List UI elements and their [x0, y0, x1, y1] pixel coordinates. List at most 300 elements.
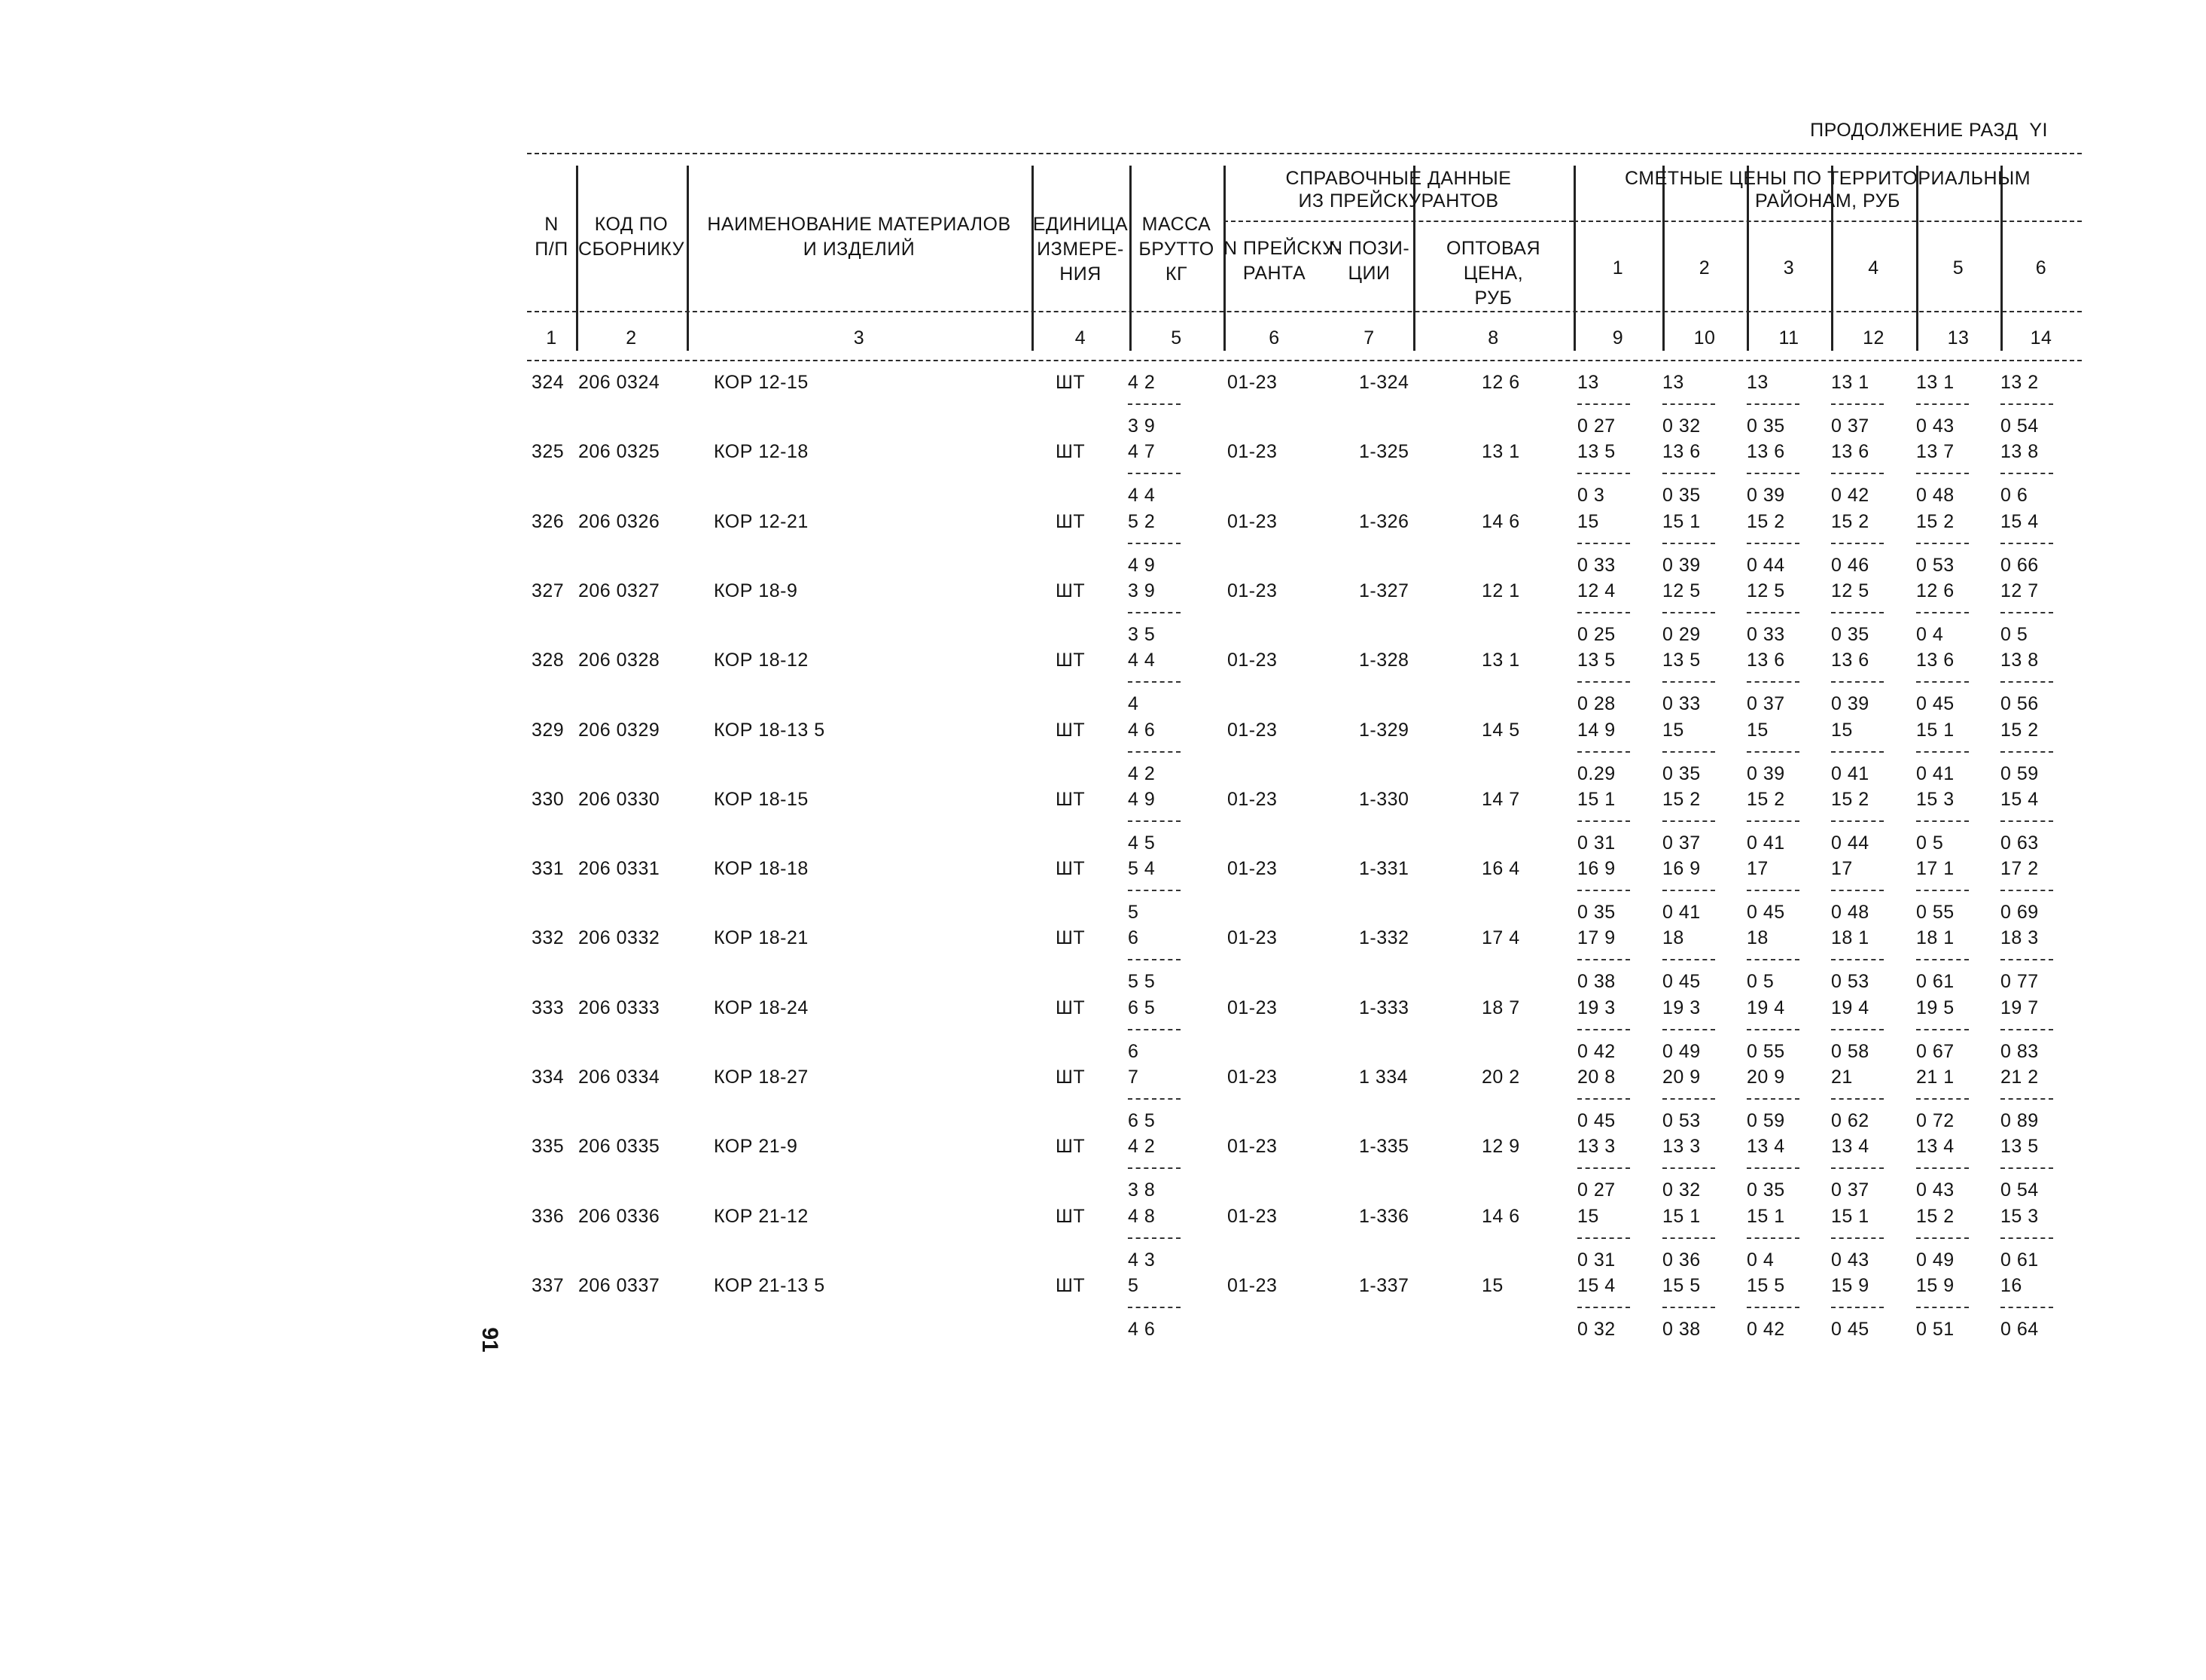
row-name: КОР 21-13 5 [714, 1274, 825, 1296]
fraction-line [2000, 543, 2053, 544]
header-c3: И ИЗДЕЛИЙ [803, 239, 916, 260]
row-region-cost: 0 39 [1831, 693, 1869, 715]
fraction-line [1128, 403, 1181, 405]
row-position: 1-332 [1359, 927, 1409, 949]
row-region-cost: 0 27 [1577, 415, 1616, 437]
row-number: 336 [532, 1205, 565, 1227]
row-pricelist: 01-23 [1227, 788, 1278, 810]
row-region-cost: 0 49 [1916, 1249, 1955, 1271]
row-unit: ШТ [1056, 788, 1086, 810]
header-region: 2 [1699, 257, 1711, 278]
row-unit: ШТ [1056, 719, 1086, 741]
header-c4: НИЯ [1059, 263, 1101, 285]
row-region-cost: 0 63 [2000, 832, 2039, 854]
row-region-price: 13 6 [1747, 650, 1785, 671]
row-region-cost: 0 37 [1831, 1179, 1869, 1201]
fraction-line [1747, 890, 1799, 891]
row-region-cost: 0 45 [1916, 693, 1955, 715]
row-region-cost: 0 53 [1916, 554, 1955, 576]
fraction-line [1747, 820, 1799, 822]
row-region-price: 17 9 [1577, 927, 1616, 949]
fraction-line [2000, 1098, 2053, 1100]
row-region-price: 13 8 [2000, 650, 2039, 671]
row-number: 335 [532, 1136, 565, 1158]
row-mass-lower: 3 5 [1128, 623, 1156, 645]
column-number: 1 [546, 327, 557, 348]
fraction-line [1831, 1237, 1884, 1239]
row-region-cost: 0 61 [1916, 971, 1955, 993]
row-region-price: 18 3 [2000, 927, 2039, 949]
row-region-cost: 0 51 [1916, 1318, 1955, 1340]
fraction-line [1747, 1098, 1799, 1100]
row-code: 206 0328 [578, 650, 660, 671]
fraction-line [2000, 681, 2053, 683]
row-wholesale-price: 14 7 [1482, 788, 1520, 810]
header-c5: КГ [1165, 263, 1188, 285]
row-region-cost: 0 37 [1747, 693, 1785, 715]
row-region-cost: 0 43 [1831, 1249, 1869, 1271]
row-region-cost: 0 53 [1831, 971, 1869, 993]
fraction-line [1747, 612, 1799, 613]
row-mass-lower: 6 5 [1128, 1110, 1156, 1131]
row-region-cost: 0 27 [1577, 1179, 1616, 1201]
row-region-cost: 0 42 [1577, 1040, 1616, 1062]
fraction-line [1662, 1167, 1715, 1169]
row-unit: ШТ [1056, 441, 1086, 463]
fraction-line [1577, 1307, 1630, 1308]
row-pricelist: 01-23 [1227, 1136, 1278, 1158]
row-name: КОР 12-21 [714, 510, 809, 532]
fraction-line [2000, 1237, 2053, 1239]
row-pricelist: 01-23 [1227, 510, 1278, 532]
header-c8: ОПТОВАЯ [1446, 238, 1541, 259]
column-number: 7 [1364, 327, 1375, 348]
fraction-line [1128, 959, 1181, 960]
row-number: 331 [532, 858, 565, 880]
fraction-line [1662, 1098, 1715, 1100]
row-region-cost: 0 44 [1831, 832, 1869, 854]
column-number: 13 [1947, 327, 1970, 348]
row-region-cost: 0 6 [2000, 485, 2028, 507]
row-region-price: 16 9 [1577, 858, 1616, 880]
row-code: 206 0327 [578, 580, 660, 601]
row-region-price: 13 5 [1577, 441, 1616, 463]
header-c7: N ПОЗИ- [1328, 238, 1410, 259]
row-region-cost: 0 31 [1577, 832, 1616, 854]
row-region-cost: 0 49 [1662, 1040, 1701, 1062]
row-region-cost: 0 72 [1916, 1110, 1955, 1131]
row-region-cost: 0 35 [1831, 623, 1869, 645]
fraction-line [1577, 1029, 1630, 1030]
row-region-cost: 0 33 [1577, 554, 1616, 576]
table-top-rule [527, 153, 2082, 154]
row-region-price: 20 8 [1577, 1067, 1616, 1088]
row-pricelist: 01-23 [1227, 441, 1278, 463]
row-region-price: 15 [1577, 1205, 1599, 1227]
row-region-cost: 0 67 [1916, 1040, 1955, 1062]
row-region-cost: 0 35 [1662, 485, 1701, 507]
row-region-cost: 0 62 [1831, 1110, 1869, 1131]
page-number: 91 [477, 1327, 502, 1353]
row-region-price: 14 9 [1577, 719, 1616, 741]
row-region-price: 15 4 [2000, 510, 2039, 532]
fraction-line [1577, 543, 1630, 544]
row-region-price: 15 1 [1662, 1205, 1701, 1227]
row-number: 327 [532, 580, 565, 601]
row-mass: 4 9 [1128, 788, 1156, 810]
row-region-cost: 0 77 [2000, 971, 2039, 993]
fraction-line [2000, 1167, 2053, 1169]
header-region: 3 [1783, 257, 1795, 278]
row-region-price: 13 4 [1916, 1136, 1955, 1158]
row-region-price: 15 9 [1831, 1274, 1869, 1296]
row-region-cost: 0 41 [1747, 832, 1785, 854]
column-number: 2 [626, 327, 637, 348]
fraction-line [1128, 473, 1181, 474]
fraction-line [2000, 751, 2053, 753]
column-number: 10 [1693, 327, 1716, 348]
fraction-line [1128, 1237, 1181, 1239]
row-region-cost: 0 35 [1747, 415, 1785, 437]
fraction-line [1831, 751, 1884, 753]
row-pricelist: 01-23 [1227, 997, 1278, 1018]
row-position: 1-328 [1359, 650, 1409, 671]
fraction-line [1747, 681, 1799, 683]
row-pricelist: 01-23 [1227, 927, 1278, 949]
row-region-cost: 0 42 [1831, 485, 1869, 507]
row-region-cost: 0 5 [1747, 971, 1775, 993]
row-wholesale-price: 12 1 [1482, 580, 1520, 601]
row-region-cost: 0 41 [1662, 902, 1701, 924]
row-mass-lower: 3 8 [1128, 1179, 1156, 1201]
row-mass: 4 8 [1128, 1205, 1156, 1227]
header-ref-group: СПРАВОЧНЫЕ ДАННЫЕ [1285, 168, 1512, 189]
row-region-price: 15 2 [1662, 788, 1701, 810]
fraction-line [1747, 1029, 1799, 1030]
row-region-cost: 0 5 [1916, 832, 1944, 854]
row-code: 206 0325 [578, 441, 660, 463]
row-region-price: 19 3 [1662, 997, 1701, 1018]
row-region-price: 12 7 [2000, 580, 2039, 601]
row-code: 206 0326 [578, 510, 660, 532]
fraction-line [1662, 473, 1715, 474]
row-mass-lower: 3 9 [1128, 415, 1156, 437]
row-region-price: 15 2 [2000, 719, 2039, 741]
row-region-price: 13 [1662, 372, 1684, 393]
row-mass-lower: 5 5 [1128, 971, 1156, 993]
row-region-cost: 0 36 [1662, 1249, 1701, 1271]
fraction-line [1577, 612, 1630, 613]
header-continuation: ПРОДОЛЖЕНИЕ РАЗД YI [1810, 120, 2048, 141]
header-c2: СБОРНИКУ [577, 239, 685, 260]
row-mass: 5 4 [1128, 858, 1156, 880]
header-c3: НАИМЕНОВАНИЕ МАТЕРИАЛОВ [707, 214, 1011, 235]
row-unit: ШТ [1056, 580, 1086, 601]
fraction-line [1662, 890, 1715, 891]
row-region-cost: 0 39 [1747, 485, 1785, 507]
header-c6: РАНТА [1242, 263, 1306, 284]
row-region-price: 13 5 [2000, 1136, 2039, 1158]
fraction-line [1916, 1029, 1969, 1030]
row-region-cost: 0 31 [1577, 1249, 1616, 1271]
row-region-price: 18 1 [1916, 927, 1955, 949]
fraction-line [1128, 820, 1181, 822]
row-region-cost: 0 35 [1747, 1179, 1785, 1201]
row-code: 206 0337 [578, 1274, 660, 1296]
row-position: 1-337 [1359, 1274, 1409, 1296]
fraction-line [2000, 820, 2053, 822]
fraction-line [1747, 1167, 1799, 1169]
row-wholesale-price: 12 6 [1482, 372, 1520, 393]
fraction-line [1577, 681, 1630, 683]
row-region-price: 13 7 [1916, 441, 1955, 463]
row-code: 206 0330 [578, 788, 660, 810]
row-name: КОР 18-24 [714, 997, 809, 1018]
row-region-cost: 0 48 [1916, 485, 1955, 507]
fraction-line [1916, 820, 1969, 822]
fraction-line [1662, 681, 1715, 683]
row-region-cost: 0 61 [2000, 1249, 2039, 1271]
row-mass-lower: 4 6 [1128, 1318, 1156, 1340]
row-region-cost: 0 4 [1747, 1249, 1775, 1271]
fraction-line [1128, 1029, 1181, 1030]
row-region-cost: 0 37 [1831, 415, 1869, 437]
fraction-line [1747, 473, 1799, 474]
row-region-price: 15 5 [1747, 1274, 1785, 1296]
row-name: КОР 18-9 [714, 580, 798, 601]
header-price-group: СМЕТНЫЕ ЦЕНЫ ПО ТЕРРИТОРИАЛЬНЫМ [1624, 168, 2031, 189]
row-region-price: 17 1 [1916, 858, 1955, 880]
fraction-line [1831, 1098, 1884, 1100]
row-wholesale-price: 15 [1482, 1274, 1504, 1296]
fraction-line [1128, 1098, 1181, 1100]
row-mass-lower: 4 2 [1128, 762, 1156, 784]
row-region-cost: 0 35 [1577, 902, 1616, 924]
row-region-cost: 0 4 [1916, 623, 1944, 645]
row-region-price: 15 9 [1916, 1274, 1955, 1296]
row-region-price: 13 5 [1577, 650, 1616, 671]
row-wholesale-price: 13 1 [1482, 441, 1520, 463]
fraction-line [1128, 1167, 1181, 1169]
header-price-group: РАЙОНАМ, РУБ [1755, 190, 1900, 212]
fraction-line [1831, 403, 1884, 405]
row-region-price: 21 2 [2000, 1067, 2039, 1088]
header-region: 6 [2035, 257, 2047, 278]
fraction-line [1128, 890, 1181, 891]
ref-group-rule [1223, 221, 1574, 222]
row-name: КОР 18-27 [714, 1067, 809, 1088]
row-region-price: 18 [1662, 927, 1684, 949]
fraction-line [1128, 681, 1181, 683]
row-number: 330 [532, 788, 565, 810]
header-c8: ЦЕНА, [1463, 263, 1524, 284]
row-mass-lower: 4 3 [1128, 1249, 1156, 1271]
header-c8: РУБ [1474, 288, 1513, 309]
column-number: 5 [1171, 327, 1182, 348]
row-region-price: 15 [1662, 719, 1684, 741]
fraction-line [1662, 1307, 1715, 1308]
row-region-cost: 0 35 [1662, 762, 1701, 784]
fraction-line [1831, 959, 1884, 960]
row-region-cost: 0 66 [2000, 554, 2039, 576]
fraction-line [1916, 1167, 1969, 1169]
row-wholesale-price: 14 6 [1482, 510, 1520, 532]
row-region-cost: 0 56 [2000, 693, 2039, 715]
row-region-price: 15 2 [1831, 788, 1869, 810]
fraction-line [1916, 403, 1969, 405]
fraction-line [1916, 473, 1969, 474]
fraction-line [1831, 820, 1884, 822]
row-pricelist: 01-23 [1227, 1067, 1278, 1088]
row-name: КОР 18-15 [714, 788, 809, 810]
fraction-line [1128, 751, 1181, 753]
column-number: 3 [853, 327, 865, 348]
row-number: 328 [532, 650, 565, 671]
row-wholesale-price: 17 4 [1482, 927, 1520, 949]
header-region: 1 [1612, 257, 1624, 278]
row-region-cost: 0 33 [1747, 623, 1785, 645]
header-region: 5 [1952, 257, 1964, 278]
row-region-cost: 0 39 [1662, 554, 1701, 576]
fraction-line [2000, 473, 2053, 474]
row-number: 332 [532, 927, 565, 949]
price-group-rule [1574, 221, 2082, 222]
row-region-price: 15 [1747, 719, 1769, 741]
row-unit: ШТ [1056, 372, 1086, 393]
row-unit: ШТ [1056, 1205, 1086, 1227]
row-position: 1-327 [1359, 580, 1409, 601]
row-region-price: 15 2 [1916, 1205, 1955, 1227]
row-name: КОР 18-18 [714, 858, 809, 880]
row-region-price: 13 [1747, 372, 1769, 393]
fraction-line [1747, 1307, 1799, 1308]
row-pricelist: 01-23 [1227, 650, 1278, 671]
row-region-price: 21 [1831, 1067, 1853, 1088]
row-region-cost: 0 45 [1831, 1318, 1869, 1340]
row-region-price: 13 6 [1662, 441, 1701, 463]
fraction-line [1916, 1098, 1969, 1100]
row-mass: 6 [1128, 927, 1139, 949]
row-region-price: 19 7 [2000, 997, 2039, 1018]
row-pricelist: 01-23 [1227, 719, 1278, 741]
row-region-price: 20 9 [1662, 1067, 1701, 1088]
row-region-cost: 0 38 [1577, 971, 1616, 993]
fraction-line [1128, 612, 1181, 613]
row-position: 1-329 [1359, 719, 1409, 741]
fraction-line [1831, 543, 1884, 544]
row-unit: ШТ [1056, 1274, 1086, 1296]
row-code: 206 0324 [578, 372, 660, 393]
fraction-line [1747, 751, 1799, 753]
row-region-price: 15 2 [1747, 788, 1785, 810]
row-mass: 4 2 [1128, 372, 1156, 393]
row-region-price: 13 5 [1662, 650, 1701, 671]
row-region-price: 15 1 [1747, 1205, 1785, 1227]
row-region-price: 16 9 [1662, 858, 1701, 880]
row-mass-lower: 4 [1128, 693, 1139, 715]
row-position: 1-330 [1359, 788, 1409, 810]
fraction-line [1831, 890, 1884, 891]
row-region-price: 19 5 [1916, 997, 1955, 1018]
row-position: 1 334 [1359, 1067, 1409, 1088]
row-region-cost: 0 39 [1747, 762, 1785, 784]
row-region-cost: 0 54 [2000, 1179, 2039, 1201]
row-region-cost: 0 38 [1662, 1318, 1701, 1340]
row-region-cost: 0 45 [1747, 902, 1785, 924]
row-name: КОР 12-18 [714, 441, 809, 463]
row-region-price: 13 2 [2000, 372, 2039, 393]
row-region-cost: 0 43 [1916, 415, 1955, 437]
row-region-price: 15 1 [1662, 510, 1701, 532]
row-region-price: 18 1 [1831, 927, 1869, 949]
row-region-price: 15 3 [1916, 788, 1955, 810]
fraction-line [1662, 959, 1715, 960]
row-region-price: 15 4 [1577, 1274, 1616, 1296]
header-bottom-rule [527, 311, 2082, 312]
fraction-line [2000, 1029, 2053, 1030]
row-unit: ШТ [1056, 997, 1086, 1018]
row-region-cost: 0 33 [1662, 693, 1701, 715]
fraction-line [1916, 612, 1969, 613]
column-number: 9 [1612, 327, 1624, 348]
row-region-price: 13 6 [1747, 441, 1785, 463]
header-c4: ИЗМЕРЕ- [1037, 239, 1124, 260]
row-region-cost: 0 54 [2000, 415, 2039, 437]
row-region-cost: 0 55 [1916, 902, 1955, 924]
fraction-line [1916, 1307, 1969, 1308]
row-region-price: 15 1 [1831, 1205, 1869, 1227]
row-region-cost: 0 89 [2000, 1110, 2039, 1131]
row-region-price: 13 3 [1662, 1136, 1701, 1158]
fraction-line [1662, 751, 1715, 753]
row-unit: ШТ [1056, 510, 1086, 532]
row-region-price: 13 1 [1831, 372, 1869, 393]
row-region-cost: 0 32 [1662, 1179, 1701, 1201]
row-region-price: 15 [1577, 510, 1599, 532]
header-c1: П/П [535, 239, 568, 260]
header-c1: N [544, 214, 559, 235]
fraction-line [1577, 751, 1630, 753]
row-region-cost: 0 53 [1662, 1110, 1701, 1131]
row-region-cost: 0 32 [1577, 1318, 1616, 1340]
row-region-price: 19 3 [1577, 997, 1616, 1018]
row-position: 1-324 [1359, 372, 1409, 393]
row-mass-lower: 4 9 [1128, 554, 1156, 576]
row-wholesale-price: 14 5 [1482, 719, 1520, 741]
row-mass: 7 [1128, 1067, 1139, 1088]
row-wholesale-price: 14 6 [1482, 1205, 1520, 1227]
header-c5: МАССА [1141, 214, 1211, 235]
fraction-line [1662, 1237, 1715, 1239]
fraction-line [1577, 473, 1630, 474]
row-region-cost: 0 83 [2000, 1040, 2039, 1062]
column-number: 14 [2030, 327, 2052, 348]
row-region-price: 13 6 [1831, 441, 1869, 463]
row-number: 329 [532, 719, 565, 741]
row-region-cost: 0 55 [1747, 1040, 1785, 1062]
row-number: 334 [532, 1067, 565, 1088]
header-c7: ЦИИ [1348, 263, 1391, 284]
row-unit: ШТ [1056, 1067, 1086, 1088]
fraction-line [1577, 820, 1630, 822]
row-region-cost: 0 59 [2000, 762, 2039, 784]
row-region-cost: 0 45 [1662, 971, 1701, 993]
row-region-price: 12 5 [1831, 580, 1869, 601]
row-region-price: 20 9 [1747, 1067, 1785, 1088]
row-region-cost: 0 64 [2000, 1318, 2039, 1340]
row-region-cost: 0 28 [1577, 693, 1616, 715]
row-region-price: 15 1 [1916, 719, 1955, 741]
